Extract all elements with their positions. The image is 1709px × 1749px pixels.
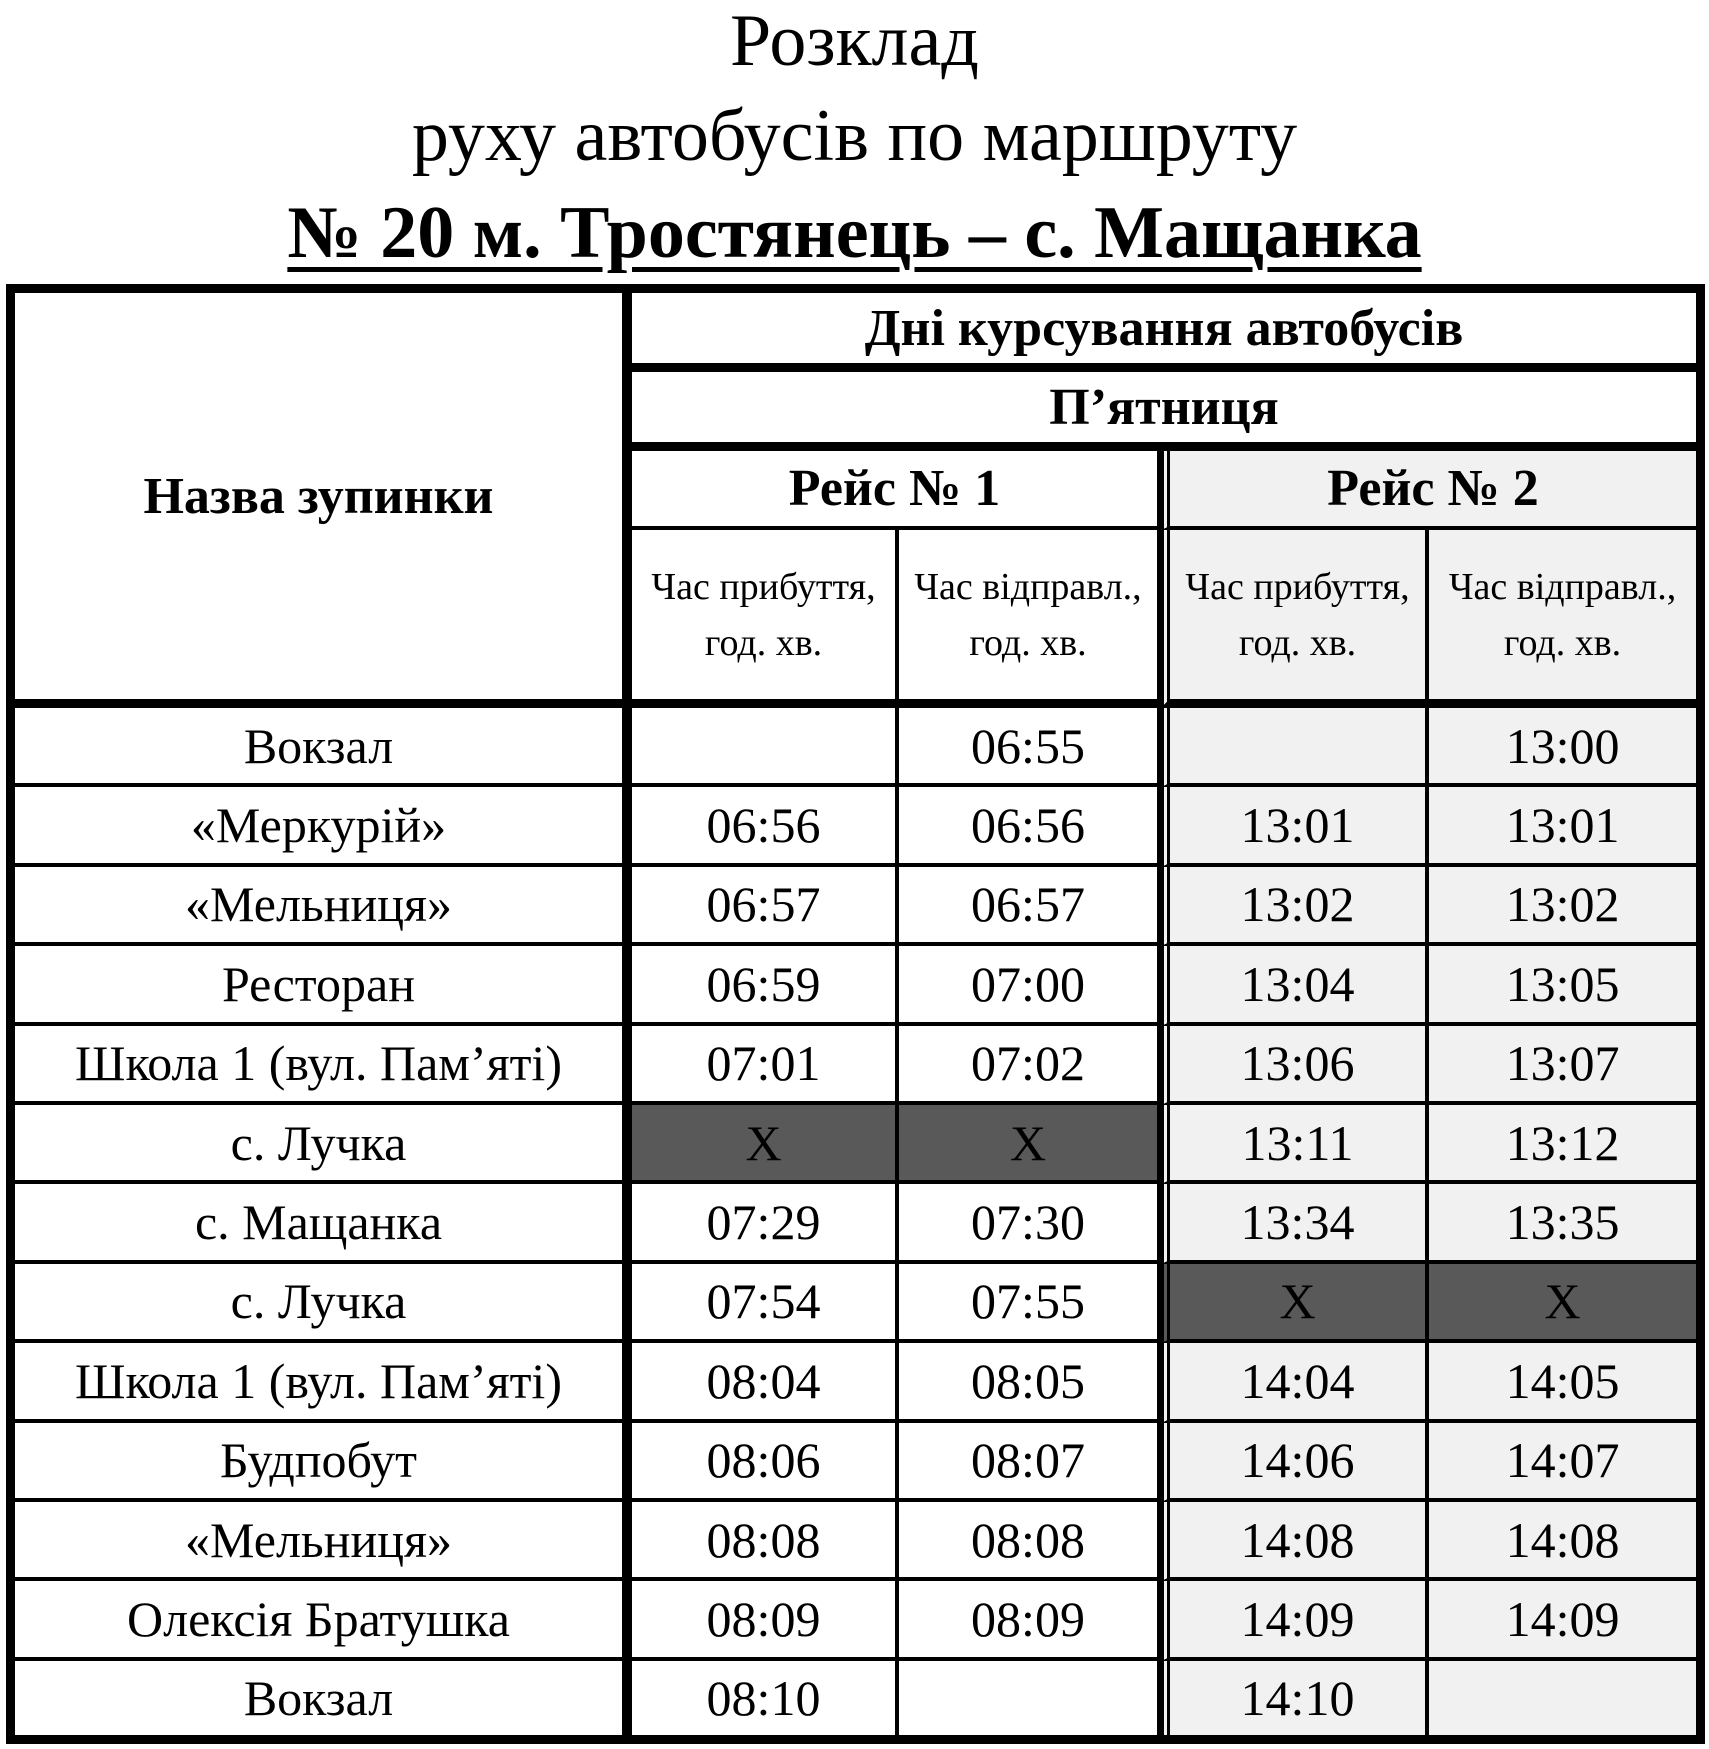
stop-name: Ресторан — [15, 946, 632, 1025]
stop-name: Олексія Братушка — [15, 1581, 632, 1660]
trip-2-header: Рейс № 2 — [1161, 451, 1696, 530]
table-row — [15, 1581, 1696, 1660]
trip-2-departure: 13:01 — [1429, 787, 1696, 866]
trip-2-arrival: 13:11 — [1161, 1105, 1429, 1184]
trip-2-departure: 13:05 — [1429, 946, 1696, 1025]
trip-1-departure: 06:56 — [899, 787, 1161, 866]
trip-1-departure: 08:08 — [899, 1502, 1161, 1581]
trip-1-departure: 08:09 — [899, 1581, 1161, 1660]
trip-1-departure: 07:30 — [899, 1184, 1161, 1263]
title-line-2: руху автобусів по маршруту — [411, 95, 1298, 177]
table-row — [15, 1502, 1696, 1581]
trip-2-arrival-header: Час прибуття, год. хв. — [1161, 530, 1429, 708]
table-row — [15, 1105, 1696, 1184]
table-row — [15, 1343, 1696, 1422]
stop-name: Вокзал — [15, 1661, 632, 1735]
trip-2-departure: 14:08 — [1429, 1502, 1696, 1581]
stop-name: с. Лучка — [15, 1264, 632, 1343]
stop-name: «Меркурій» — [15, 787, 632, 866]
table-row — [15, 1184, 1696, 1263]
trip-1-departure: 06:55 — [899, 708, 1161, 787]
trip-2-arrival: 14:10 — [1161, 1661, 1429, 1735]
trip-2-departure — [1429, 1661, 1696, 1735]
trip-1-arrival: 07:01 — [632, 1026, 899, 1105]
trip-1-arrival — [632, 708, 899, 787]
trip-2-arrival: 13:01 — [1161, 787, 1429, 866]
stop-name: «Мельниця» — [15, 1502, 632, 1581]
trip-2-arrival: 13:02 — [1161, 867, 1429, 946]
stop-name: Вокзал — [15, 708, 632, 787]
table-row — [15, 708, 1696, 787]
trip-1-arrival: 08:09 — [632, 1581, 899, 1660]
trip-1-arrival: 08:10 — [632, 1661, 899, 1735]
trip-2-arrival: 14:04 — [1161, 1343, 1429, 1422]
trip-2-arrival: 13:06 — [1161, 1026, 1429, 1105]
trip-2-departure: 13:35 — [1429, 1184, 1696, 1263]
table-row — [15, 1264, 1696, 1343]
trip-1-arrival: 06:57 — [632, 867, 899, 946]
trip-1-arrival-header: Час прибуття, год. хв. — [632, 530, 899, 708]
trip-1-departure — [899, 1661, 1161, 1735]
trip-2-departure: 13:02 — [1429, 867, 1696, 946]
table-row — [15, 867, 1696, 946]
trip-1-departure: 08:07 — [899, 1423, 1161, 1502]
trip-2-departure: X — [1429, 1264, 1696, 1343]
trip-2-arrival: 14:08 — [1161, 1502, 1429, 1581]
trip-2-departure-header: Час відправл., год. хв. — [1429, 530, 1696, 708]
trip-1-departure: 08:05 — [899, 1343, 1161, 1422]
trip-1-departure: X — [899, 1105, 1161, 1184]
trip-1-departure: 07:02 — [899, 1026, 1161, 1105]
day-header: П’ятниця — [632, 372, 1696, 451]
trip-2-departure: 13:12 — [1429, 1105, 1696, 1184]
trip-1-arrival: 06:59 — [632, 946, 899, 1025]
stop-name: с. Мащанка — [15, 1184, 632, 1263]
stop-name: «Мельниця» — [15, 867, 632, 946]
trip-1-arrival: 08:06 — [632, 1423, 899, 1502]
trip-1-departure: 06:57 — [899, 867, 1161, 946]
schedule-table — [6, 284, 1705, 1744]
table-row — [15, 1026, 1696, 1105]
trip-2-departure: 14:09 — [1429, 1581, 1696, 1660]
stop-name: Будпобут — [15, 1423, 632, 1502]
trip-1-arrival: 07:54 — [632, 1264, 899, 1343]
trip-2-arrival: X — [1161, 1264, 1429, 1343]
trip-2-arrival: 14:09 — [1161, 1581, 1429, 1660]
trip-1-arrival: 08:04 — [632, 1343, 899, 1422]
stop-name: с. Лучка — [15, 1105, 632, 1184]
trip-2-departure: 13:00 — [1429, 708, 1696, 787]
stop-name-header: Назва зупинки — [15, 293, 632, 708]
trip-2-arrival: 13:34 — [1161, 1184, 1429, 1263]
trip-2-departure: 14:05 — [1429, 1343, 1696, 1422]
trip-1-header: Рейс № 1 — [632, 451, 1161, 530]
trip-1-arrival: 06:56 — [632, 787, 899, 866]
trip-1-arrival: X — [632, 1105, 899, 1184]
route-title-text: № 20 м. Тростянець – с. Мащанка — [287, 192, 1422, 274]
table-row — [15, 1423, 1696, 1502]
trip-2-arrival: 13:04 — [1161, 946, 1429, 1025]
route-title — [0, 190, 1709, 276]
trip-1-arrival: 08:08 — [632, 1502, 899, 1581]
table-row — [15, 946, 1696, 1025]
trip-1-arrival: 07:29 — [632, 1184, 899, 1263]
table-row — [15, 1661, 1696, 1735]
trip-1-departure-header: Час відправл., год. хв. — [899, 530, 1161, 708]
trip-2-departure: 13:07 — [1429, 1026, 1696, 1105]
stop-name: Школа 1 (вул. Пам’яті) — [15, 1343, 632, 1422]
trip-1-departure: 07:00 — [899, 946, 1161, 1025]
trip-2-departure: 14:07 — [1429, 1423, 1696, 1502]
days-header: Дні курсування автобусів — [632, 293, 1696, 372]
trip-2-arrival: 14:06 — [1161, 1423, 1429, 1502]
title-line-1: Розклад — [730, 0, 979, 82]
trip-2-arrival — [1161, 708, 1429, 787]
trip-1-departure: 07:55 — [899, 1264, 1161, 1343]
table-row — [15, 787, 1696, 866]
stop-name: Школа 1 (вул. Пам’яті) — [15, 1026, 632, 1105]
